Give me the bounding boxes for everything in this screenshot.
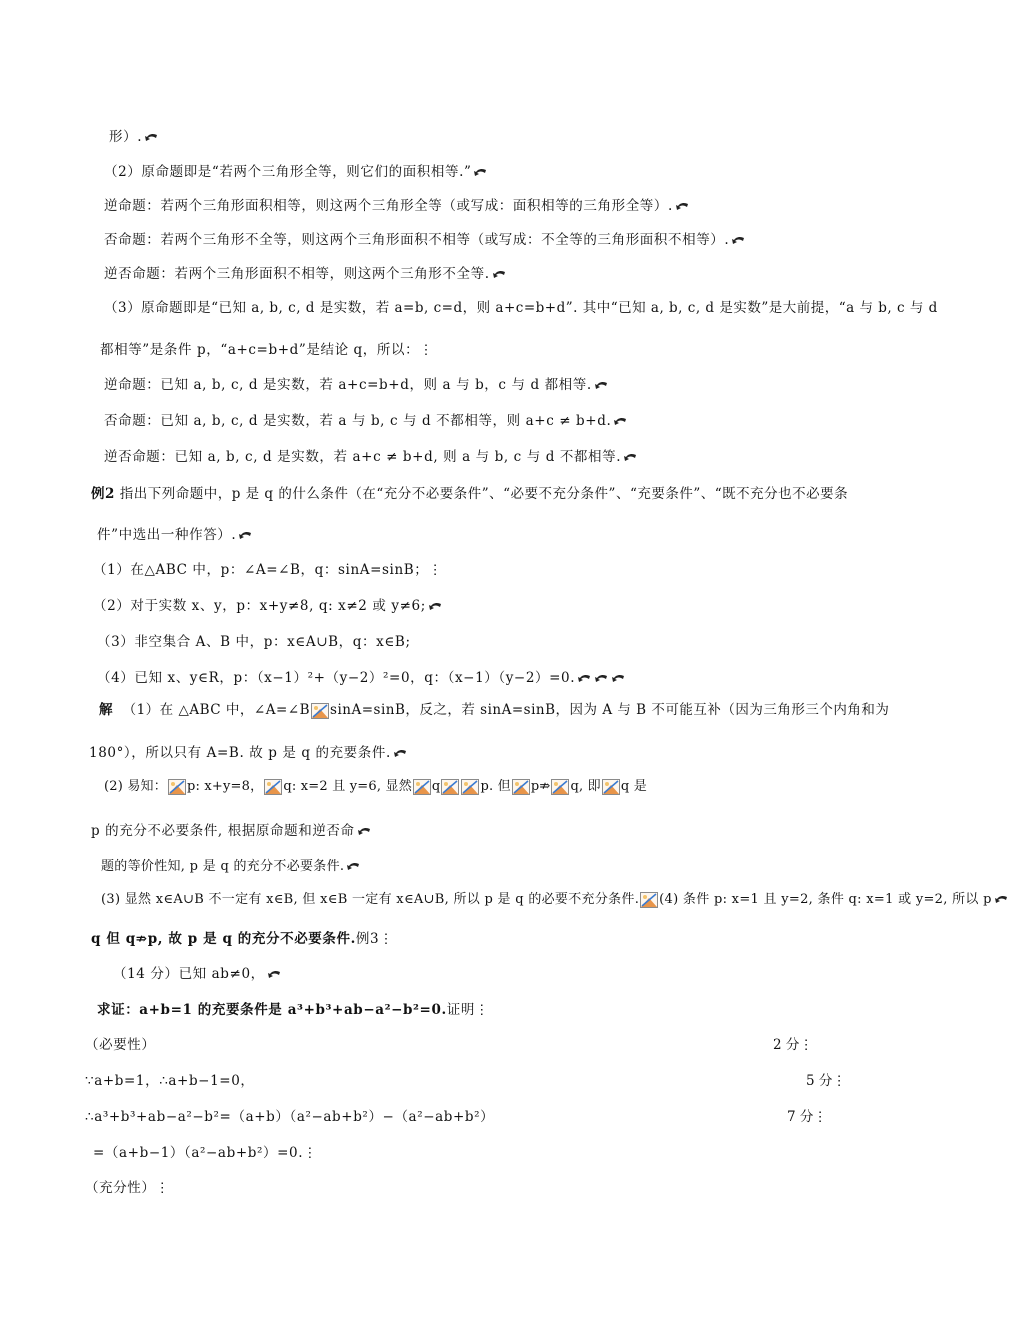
text-line: （充分性）⋮ (85, 1180, 170, 1196)
score-label: 5 分⋮ (806, 1073, 846, 1089)
paragraph-mark-icon (346, 862, 361, 872)
text-line: （14 分）已知 ab≠0， (113, 965, 282, 983)
text-line: ∴a³+b³+ab−a²−b²=（a+b）（a²−ab+b²）−（a²−ab+b²） (85, 1109, 495, 1125)
text-line: （必要性） (85, 1037, 156, 1053)
paragraph-mark-icon (357, 827, 372, 837)
text-line: 逆否命题：若两个三角形面积不相等，则这两个三角形不全等. (104, 265, 507, 283)
text-line: q 但 q⇏p, 故 p 是 q 的充分不必要条件.例3⋮ (91, 931, 394, 947)
text-line: 件”中选出一种作答）. (97, 526, 253, 544)
text-line: （1）在△ABC 中，p：∠A=∠B，q：sinA=sinB；⋮ (93, 562, 443, 578)
broken-image-icon (311, 703, 329, 719)
paragraph-mark-icon (613, 417, 628, 427)
broken-image-icon (441, 779, 459, 795)
paragraph-mark-icon (675, 202, 690, 212)
example-label: 例2 (91, 486, 115, 502)
paragraph-mark-icon (577, 674, 592, 684)
text-line: （4）已知 x、y∈R，p：（x−1）²+（y−2）²=0，q：（x−1）（y−2）=0. (97, 669, 626, 687)
paragraph-mark-icon (393, 749, 408, 759)
score-label: 7 分⋮ (787, 1109, 827, 1125)
text-line: （3）非空集合 A、B 中，p：x∈A∪B，q：x∈B; (97, 634, 411, 650)
text-line: （2）对于实数 x、y，p：x+y≠8, q: x≠2 或 y≠6; (93, 597, 443, 615)
text-line: ∵a+b=1，∴a+b−1=0， (85, 1073, 255, 1089)
paragraph-mark-icon (611, 674, 626, 684)
text-line: 形）. (109, 128, 159, 146)
paragraph-mark-icon (144, 133, 159, 143)
paragraph-mark-icon (994, 895, 1009, 905)
text-line: 180°），所以只有 A=B. 故 p 是 q 的充要条件. (89, 744, 408, 762)
paragraph-mark-icon (428, 602, 443, 612)
paragraph-mark-icon (594, 381, 609, 391)
solution-label: 解 (99, 702, 113, 718)
paragraph-mark-icon (492, 270, 507, 280)
text-line: 逆命题：若两个三角形面积相等，则这两个三角形全等（或写成：面积相等的三角形全等）. (104, 197, 690, 215)
score-label: 2 分⋮ (773, 1037, 813, 1053)
text-line: (3) 显然 x∈A∪B 不一定有 x∈B, 但 x∈B 一定有 x∈A∪B, 所以 p 是 q 的必要不充分条件. (4) 条件 p: x=1 且 y=2, 条件 q: x=1 或 y=2, 所以 p (101, 891, 1009, 909)
text-line: 题的等价性知, p 是 q 的充分不必要条件. (101, 858, 361, 876)
proof-label: 求证：a+b=1 的充要条件是 a³+b³+ab−a²−b²=0. (97, 1002, 447, 1018)
broken-image-icon (551, 779, 569, 795)
paragraph-mark-icon (731, 236, 746, 246)
text-line: =（a+b−1）（a²−ab+b²）=0.⋮ (93, 1145, 318, 1161)
text-line: （3）原命题即是“已知 a, b, c, d 是实数，若 a=b, c=d，则 a+c=b+d”. 其中“已知 a, b, c, d 是实数”是大前提，“a 与 b, c 与 d (104, 300, 938, 316)
text-line: 解 （1）在 △ABC 中，∠A=∠B sinA=sinB，反之，若 sinA=sinB，因为 A 与 B 不可能互补（因为三角形三个内角和为 (99, 702, 890, 718)
text-line: 逆命题：已知 a, b, c, d 是实数，若 a+c=b+d，则 a 与 b，c 与 d 都相等. (104, 376, 609, 394)
text-line: p 的充分不必要条件, 根据原命题和逆否命 (91, 822, 372, 840)
paragraph-mark-icon (473, 168, 488, 178)
paragraph-mark-icon (267, 970, 282, 980)
paragraph-mark-icon (623, 453, 638, 463)
broken-image-icon (512, 779, 530, 795)
broken-image-icon (602, 779, 620, 795)
broken-image-icon (413, 779, 431, 795)
text-line: 都相等”是条件 p，“a+c=b+d”是结论 q，所以：⋮ (100, 342, 434, 358)
text-line: 逆否命题：已知 a, b, c, d 是实数，若 a+c ≠ b+d, 则 a 与 b, c 与 d 不都相等. (104, 448, 638, 466)
text-line: 否命题：若两个三角形不全等，则这两个三角形面积不相等（或写成：不全等的三角形面积不相等）. (104, 231, 746, 249)
text-line: 求证：a+b=1 的充要条件是 a³+b³+ab−a²−b²=0.证明⋮ (97, 1002, 490, 1018)
broken-image-icon (461, 779, 479, 795)
text-line: （2）原命题即是“若两个三角形全等，则它们的面积相等.” (104, 163, 488, 181)
broken-image-icon (264, 779, 282, 795)
paragraph-mark-icon (594, 674, 609, 684)
text-line: 例2 指出下列命题中，p 是 q 的什么条件（在“充分不必要条件”、“必要不充分条件”、“充要条件”、“既不充分也不必要条 (91, 486, 849, 502)
text-line: (2) 易知： p: x+y=8， q: x=2 且 y=6, 显然 q p. 但 p⇏ q, 即 q 是 (104, 779, 647, 794)
broken-image-icon (640, 892, 658, 908)
broken-image-icon (168, 779, 186, 795)
example-label: q 但 q⇏p, 故 p 是 q 的充分不必要条件. (91, 931, 356, 947)
text-line: 否命题：已知 a, b, c, d 是实数，若 a 与 b, c 与 d 不都相等，则 a+c ≠ b+d. (104, 412, 628, 430)
paragraph-mark-icon (238, 531, 253, 541)
